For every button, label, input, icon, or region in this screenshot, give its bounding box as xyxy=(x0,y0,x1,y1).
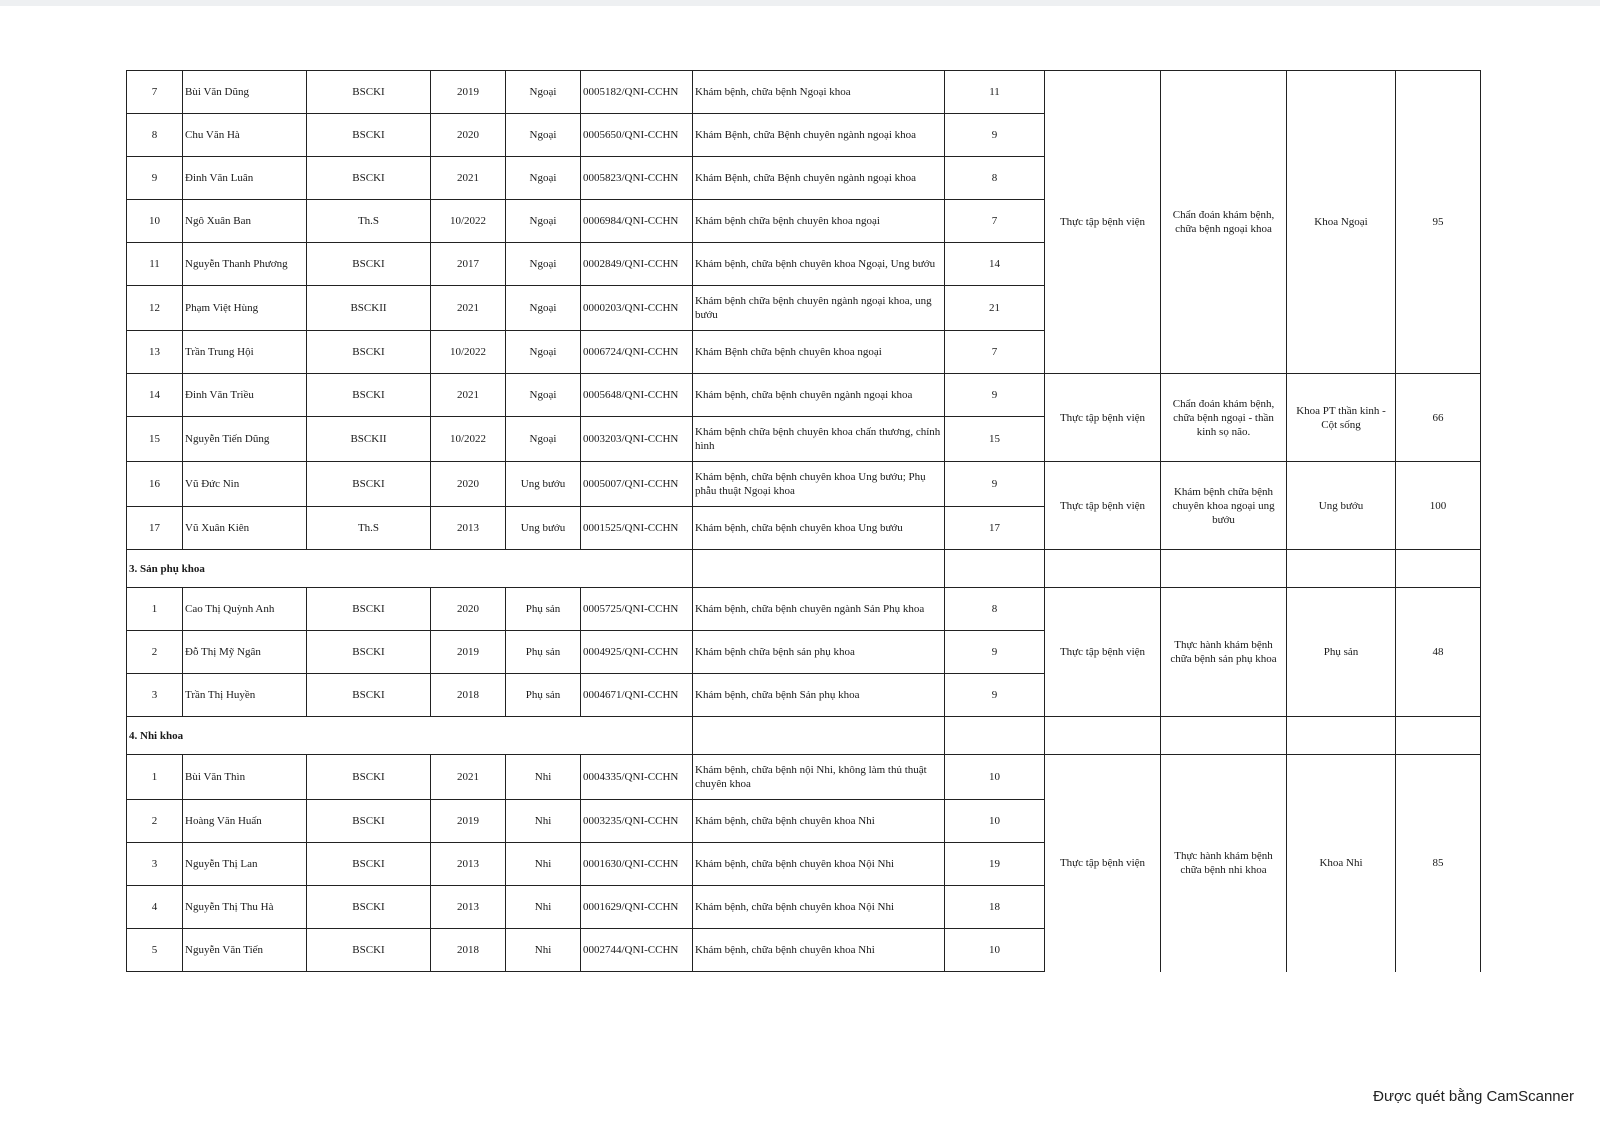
degree: BSCKI xyxy=(307,374,431,417)
certificate-number: 0004925/QNI-CCHN xyxy=(581,631,693,674)
practice-scope: Khám bệnh chữa bệnh chuyên khoa chấn thương, chỉnh hình xyxy=(693,417,945,462)
years-experience: 7 xyxy=(945,200,1045,243)
specialty: Ngoại xyxy=(506,200,581,243)
degree: BSCKI xyxy=(307,462,431,507)
doctor-name: Vũ Đức Nin xyxy=(183,462,307,507)
degree-year: 2020 xyxy=(431,114,506,157)
row-number: 16 xyxy=(127,462,183,507)
empty-cell xyxy=(1045,550,1161,588)
years-experience: 9 xyxy=(945,462,1045,507)
row-number: 1 xyxy=(127,755,183,800)
practice-scope: Khám bệnh, chữa bệnh chuyên khoa Nhi xyxy=(693,800,945,843)
training-content: Chẩn đoán khám bệnh, chữa bệnh ngoại - thần kinh sọ não. xyxy=(1161,374,1287,462)
certificate-number: 0004671/QNI-CCHN xyxy=(581,674,693,717)
years-experience: 18 xyxy=(945,886,1045,929)
specialty: Ung bướu xyxy=(506,507,581,550)
certificate-number: 0001629/QNI-CCHN xyxy=(581,886,693,929)
years-experience: 11 xyxy=(945,71,1045,114)
empty-cell xyxy=(581,717,693,755)
row-number: 12 xyxy=(127,286,183,331)
certificate-number: 0004335/QNI-CCHN xyxy=(581,755,693,800)
department: Phụ sản xyxy=(1287,588,1396,717)
certificate-number: 0005007/QNI-CCHN xyxy=(581,462,693,507)
training-content: Thực hành khám bệnh chữa bệnh nhi khoa xyxy=(1161,755,1287,972)
certificate-number: 0005648/QNI-CCHN xyxy=(581,374,693,417)
group-total: 48 xyxy=(1396,588,1481,717)
row-number: 9 xyxy=(127,157,183,200)
certificate-number: 0000203/QNI-CCHN xyxy=(581,286,693,331)
empty-cell xyxy=(1045,717,1161,755)
specialty: Ngoại xyxy=(506,243,581,286)
certificate-number: 0005725/QNI-CCHN xyxy=(581,588,693,631)
specialty: Ngoại xyxy=(506,374,581,417)
camscanner-watermark: Được quét bằng CamScanner xyxy=(1373,1088,1574,1105)
row-number: 14 xyxy=(127,374,183,417)
certificate-number: 0005650/QNI-CCHN xyxy=(581,114,693,157)
degree: BSCKI xyxy=(307,157,431,200)
degree: BSCKI xyxy=(307,886,431,929)
practice-scope: Khám Bệnh, chữa Bệnh chuyên ngành ngoại khoa xyxy=(693,114,945,157)
scan-edge xyxy=(0,0,1600,6)
table-row xyxy=(127,588,1481,631)
training-form: Thực tập bệnh viện xyxy=(1045,462,1161,550)
empty-cell xyxy=(1161,717,1287,755)
years-experience: 9 xyxy=(945,374,1045,417)
years-experience: 9 xyxy=(945,114,1045,157)
practice-scope: Khám bệnh, chữa bệnh chuyên khoa Nội Nhi xyxy=(693,843,945,886)
training-form: Thực tập bệnh viện xyxy=(1045,588,1161,717)
training-content: Khám bệnh chữa bệnh chuyên khoa ngoại ung bướu xyxy=(1161,462,1287,550)
row-number: 1 xyxy=(127,588,183,631)
years-experience: 17 xyxy=(945,507,1045,550)
years-experience: 10 xyxy=(945,755,1045,800)
group-total: 66 xyxy=(1396,374,1481,462)
group-total: 85 xyxy=(1396,755,1481,972)
practice-scope: Khám bệnh, chữa bệnh Ngoại khoa xyxy=(693,71,945,114)
practice-scope: Khám bệnh, chữa bệnh chuyên khoa Ung bướu xyxy=(693,507,945,550)
degree-year: 2020 xyxy=(431,462,506,507)
table-row xyxy=(127,71,1481,114)
doctor-name: Nguyễn Thị Lan xyxy=(183,843,307,886)
degree: BSCKI xyxy=(307,929,431,972)
specialty: Ung bướu xyxy=(506,462,581,507)
empty-cell xyxy=(693,717,945,755)
specialty: Nhi xyxy=(506,755,581,800)
empty-cell xyxy=(1396,717,1481,755)
degree-year: 2021 xyxy=(431,157,506,200)
training-form: Thực tập bệnh viện xyxy=(1045,755,1161,972)
years-experience: 19 xyxy=(945,843,1045,886)
years-experience: 9 xyxy=(945,674,1045,717)
row-number: 2 xyxy=(127,800,183,843)
row-number: 7 xyxy=(127,71,183,114)
doctor-name: Bùi Văn Thìn xyxy=(183,755,307,800)
doctor-name: Phạm Việt Hùng xyxy=(183,286,307,331)
department: Khoa Nhi xyxy=(1287,755,1396,972)
row-number: 4 xyxy=(127,886,183,929)
practice-scope: Khám bệnh chữa bệnh sản phụ khoa xyxy=(693,631,945,674)
row-number: 3 xyxy=(127,843,183,886)
staff-table xyxy=(126,70,1481,972)
certificate-number: 0006724/QNI-CCHN xyxy=(581,331,693,374)
years-experience: 15 xyxy=(945,417,1045,462)
degree: BSCKI xyxy=(307,243,431,286)
practice-scope: Khám bệnh, chữa bệnh chuyên ngành ngoại khoa xyxy=(693,374,945,417)
years-experience: 7 xyxy=(945,331,1045,374)
specialty: Nhi xyxy=(506,800,581,843)
years-experience: 21 xyxy=(945,286,1045,331)
degree: Th.S xyxy=(307,200,431,243)
row-number: 10 xyxy=(127,200,183,243)
row-number: 11 xyxy=(127,243,183,286)
specialty: Nhi xyxy=(506,929,581,972)
doctor-name: Trần Thị Huyền xyxy=(183,674,307,717)
specialty: Nhi xyxy=(506,843,581,886)
years-experience: 8 xyxy=(945,588,1045,631)
specialty: Ngoại xyxy=(506,417,581,462)
practice-scope: Khám Bệnh chữa bệnh chuyên khoa ngoại xyxy=(693,331,945,374)
group-total: 95 xyxy=(1396,71,1481,374)
section-title: 4. Nhi khoa xyxy=(127,717,581,755)
doctor-name: Đinh Văn Triều xyxy=(183,374,307,417)
degree-year: 10/2022 xyxy=(431,200,506,243)
degree-year: 2018 xyxy=(431,674,506,717)
table-row xyxy=(127,374,1481,417)
row-number: 2 xyxy=(127,631,183,674)
specialty: Ngoại xyxy=(506,71,581,114)
specialty: Ngoại xyxy=(506,157,581,200)
empty-cell xyxy=(945,550,1045,588)
doctor-name: Cao Thị Quỳnh Anh xyxy=(183,588,307,631)
doctor-name: Hoàng Văn Huấn xyxy=(183,800,307,843)
degree-year: 2021 xyxy=(431,286,506,331)
empty-cell xyxy=(1161,550,1287,588)
empty-cell xyxy=(945,717,1045,755)
practice-scope: Khám bệnh, chữa bệnh nội Nhi, không làm thủ thuật chuyên khoa xyxy=(693,755,945,800)
empty-cell xyxy=(1287,717,1396,755)
years-experience: 10 xyxy=(945,800,1045,843)
degree-year: 2013 xyxy=(431,507,506,550)
doctor-name: Chu Văn Hà xyxy=(183,114,307,157)
doctor-name: Bùi Văn Dũng xyxy=(183,71,307,114)
doctor-name: Nguyễn Văn Tiến xyxy=(183,929,307,972)
training-form: Thực tập bệnh viện xyxy=(1045,71,1161,374)
degree: BSCKII xyxy=(307,286,431,331)
row-number: 15 xyxy=(127,417,183,462)
practice-scope: Khám bệnh, chữa bệnh chuyên khoa Ung bướu; Phụ phẫu thuật Ngoại khoa xyxy=(693,462,945,507)
row-number: 3 xyxy=(127,674,183,717)
years-experience: 10 xyxy=(945,929,1045,972)
degree-year: 2020 xyxy=(431,588,506,631)
table-row xyxy=(127,755,1481,800)
degree: BSCKI xyxy=(307,71,431,114)
row-number: 13 xyxy=(127,331,183,374)
department: Khoa PT thần kinh - Cột sống xyxy=(1287,374,1396,462)
doctor-name: Vũ Xuân Kiên xyxy=(183,507,307,550)
section-header-row xyxy=(127,717,1481,755)
degree: BSCKI xyxy=(307,631,431,674)
practice-scope: Khám bệnh chữa bệnh chuyên khoa ngoại xyxy=(693,200,945,243)
doctor-name: Đinh Văn Luân xyxy=(183,157,307,200)
row-number: 5 xyxy=(127,929,183,972)
years-experience: 14 xyxy=(945,243,1045,286)
empty-cell xyxy=(1396,550,1481,588)
degree: BSCKI xyxy=(307,843,431,886)
degree: BSCKI xyxy=(307,800,431,843)
group-total: 100 xyxy=(1396,462,1481,550)
specialty: Phụ sản xyxy=(506,674,581,717)
degree-year: 2019 xyxy=(431,631,506,674)
training-content: Thực hành khám bệnh chữa bệnh sản phụ khoa xyxy=(1161,588,1287,717)
practice-scope: Khám bệnh, chữa bệnh chuyên khoa Nội Nhi xyxy=(693,886,945,929)
degree-year: 2017 xyxy=(431,243,506,286)
certificate-number: 0003203/QNI-CCHN xyxy=(581,417,693,462)
certificate-number: 0003235/QNI-CCHN xyxy=(581,800,693,843)
empty-cell xyxy=(1287,550,1396,588)
specialty: Ngoại xyxy=(506,331,581,374)
practice-scope: Khám Bệnh, chữa Bệnh chuyên ngành ngoại khoa xyxy=(693,157,945,200)
years-experience: 9 xyxy=(945,631,1045,674)
certificate-number: 0005182/QNI-CCHN xyxy=(581,71,693,114)
row-number: 17 xyxy=(127,507,183,550)
degree: BSCKI xyxy=(307,114,431,157)
degree-year: 2021 xyxy=(431,374,506,417)
specialty: Phụ sản xyxy=(506,588,581,631)
empty-cell xyxy=(581,550,693,588)
degree: BSCKI xyxy=(307,588,431,631)
certificate-number: 0006984/QNI-CCHN xyxy=(581,200,693,243)
empty-cell xyxy=(693,550,945,588)
doctor-name: Đỗ Thị Mỹ Ngân xyxy=(183,631,307,674)
row-number: 8 xyxy=(127,114,183,157)
practice-scope: Khám bệnh, chữa bệnh chuyên khoa Nhi xyxy=(693,929,945,972)
degree: BSCKI xyxy=(307,331,431,374)
doctor-name: Ngô Xuân Ban xyxy=(183,200,307,243)
degree-year: 2019 xyxy=(431,71,506,114)
certificate-number: 0005823/QNI-CCHN xyxy=(581,157,693,200)
certificate-number: 0001630/QNI-CCHN xyxy=(581,843,693,886)
practice-scope: Khám bệnh, chữa bệnh chuyên ngành Sản Phụ khoa xyxy=(693,588,945,631)
degree-year: 2013 xyxy=(431,843,506,886)
doctor-name: Nguyễn Thanh Phương xyxy=(183,243,307,286)
practice-scope: Khám bệnh, chữa bệnh chuyên khoa Ngoại, Ung bướu xyxy=(693,243,945,286)
degree-year: 2021 xyxy=(431,755,506,800)
table-row xyxy=(127,462,1481,507)
practice-scope: Khám bệnh, chữa bệnh Sản phụ khoa xyxy=(693,674,945,717)
degree-year: 2013 xyxy=(431,886,506,929)
certificate-number: 0001525/QNI-CCHN xyxy=(581,507,693,550)
certificate-number: 0002849/QNI-CCHN xyxy=(581,243,693,286)
degree: BSCKI xyxy=(307,674,431,717)
department: Khoa Ngoại xyxy=(1287,71,1396,374)
doctor-name: Nguyễn Thị Thu Hà xyxy=(183,886,307,929)
section-title: 3. Sản phụ khoa xyxy=(127,550,581,588)
degree-year: 2018 xyxy=(431,929,506,972)
department: Ung bướu xyxy=(1287,462,1396,550)
doctor-name: Nguyễn Tiến Dũng xyxy=(183,417,307,462)
degree: Th.S xyxy=(307,507,431,550)
degree: BSCKII xyxy=(307,417,431,462)
degree-year: 10/2022 xyxy=(431,417,506,462)
doctor-name: Trần Trung Hội xyxy=(183,331,307,374)
specialty: Ngoại xyxy=(506,286,581,331)
degree-year: 10/2022 xyxy=(431,331,506,374)
training-content: Chẩn đoán khám bệnh, chữa bệnh ngoại khoa xyxy=(1161,71,1287,374)
degree-year: 2019 xyxy=(431,800,506,843)
practice-scope: Khám bệnh chữa bệnh chuyên ngành ngoại khoa, ung bướu xyxy=(693,286,945,331)
section-header-row xyxy=(127,550,1481,588)
years-experience: 8 xyxy=(945,157,1045,200)
certificate-number: 0002744/QNI-CCHN xyxy=(581,929,693,972)
specialty: Phụ sản xyxy=(506,631,581,674)
training-form: Thực tập bệnh viện xyxy=(1045,374,1161,462)
specialty: Nhi xyxy=(506,886,581,929)
degree: BSCKI xyxy=(307,755,431,800)
specialty: Ngoại xyxy=(506,114,581,157)
